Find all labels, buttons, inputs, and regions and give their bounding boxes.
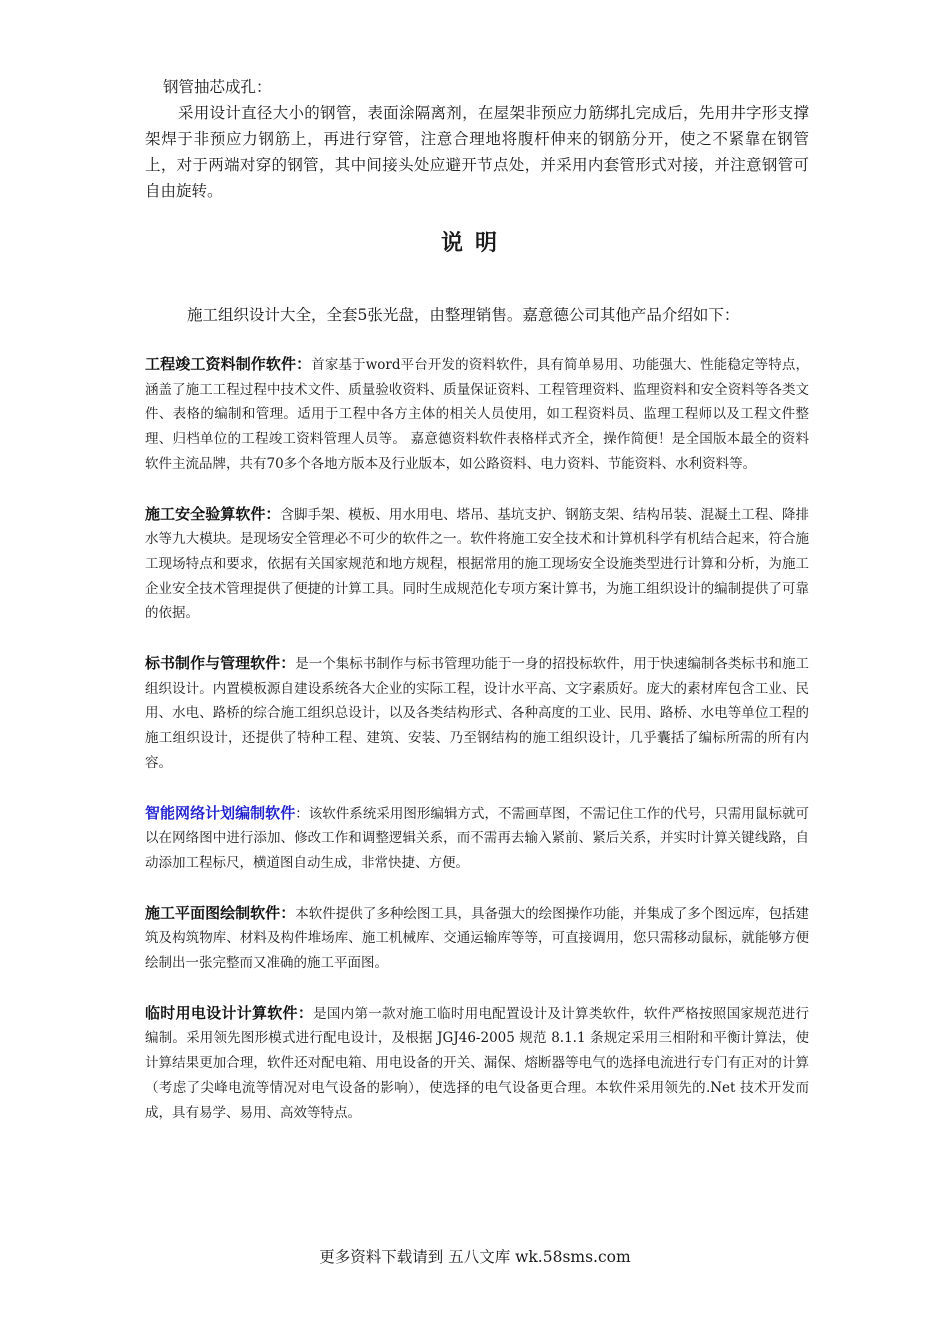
lead-paragraph: 施工组织设计大全，全套5张光盘，由整理销售。嘉意德公司其他产品介绍如下： bbox=[187, 306, 740, 324]
product-description: 本软件提供了多种绘图工具，具备强大的绘图操作功能，并集成了多个图远库，包括建筑及构筑物库、材料及构件堆场库、施工机械库、交通运输库等等，可直接调用，您只需移动鼠标，就能够方便绘制出一张完整而又准确的施工平面图。 bbox=[145, 905, 809, 972]
product-description: 是国内第一款对施工临时用电配置设计及计算类软件，软件严格按照国家规范进行编制。采用领先图形模式进行配电设计，及根据 JGJ46-2005 规范 8.1.1 条规定采用三相附和平衡计算法，使计算结果更加合理，软件还对配电箱、用电设备的开关、漏保、熔断器等电气的选择电流进行专门有正对的计算（考虑了尖峰电流等情况对电气设备的影响），使选择的电气设备更合理。本软件采用领先的.Net 技术开发而成，具有易学、易用、高效等特点。 bbox=[145, 1005, 809, 1121]
product-entry bbox=[145, 801, 809, 876]
product-description: 首家基于word平台开发的资料软件，具有简单易用、功能强大、性能稳定等特点，涵盖了施工工程过程中技术文件、质量验收资料、质量保证资料、工程管理资料、监理资料和安全资料等各类文件、表格的编制和管理。适用于工程中各方主体的相关人员使用，如工程资料员、监理工程师以及工程文件整理、归档单位的工程竣工资料管理人员等。 嘉意德资料软件表格样式齐全，操作简便！是全国版本最全的资料软件主流品牌，共有70多个各地方版本及行业版本，如公路资料、电力资料、节能资料、水利资料等。 bbox=[145, 357, 809, 472]
intro-paragraph: 采用设计直径大小的钢管，表面涂隔离剂，在屋架非预应力筋绑扎完成后，先用井字形支撑架焊于非预应力钢筋上，再进行穿管，注意合理地将腹杆伸来的钢筋分开，使之不紧靠在钢管上，对于两端对穿的钢管，其中间接头处应避开节点处，并采用内套管形式对接，并注意钢管可自由旋转。 bbox=[145, 104, 809, 200]
product-entry bbox=[145, 502, 809, 627]
product-name: 工程竣工资料制作软件： bbox=[145, 355, 312, 373]
product-entry bbox=[145, 1001, 809, 1126]
product-description: 含脚手架、模板、用水用电、塔吊、基坑支护、钢筋支架、结构吊装、混凝土工程、降排水等九大模块。是现场安全管理必不可少的软件之一。软件将施工安全技术和计算机科学有机结合起来，符合施工现场特点和要求，依据有关国家规范和地方规程，根据常用的施工现场安全设施类型进行计算和分析，为施工企业安全技术管理提供了便捷的计算工具。同时生成规范化专项方案计算书，为施工组织设计的编制提供了可靠的依据。 bbox=[145, 506, 809, 622]
product-entry bbox=[145, 651, 809, 776]
product-name: 临时用电设计计算软件： bbox=[145, 1003, 314, 1022]
product-description: ：该软件系统采用图形编辑方式，不需画草图，不需记住工作的代号，只需用鼠标就可以在网络图中进行添加、修改工作和调整逻辑关系，而不需再去输入紧前、紧后关系，并实时计算关键线路，自动添加工程标尺，横道图自动生成，非常快捷、方便。 bbox=[145, 805, 809, 871]
product-description: 是一个集标书制作与标书管理功能于一身的招投标软件，用于快速编制各类标书和施工组织设计。内置模板源自建设系统各大企业的实际工程，设计水平高、文字素质好。庞大的素材库包含工业、民用、水电、路桥的综合施工组织总设计，以及各类结构形式、各种高度的工业、民用、路桥、水电等单位工程的施工组织设计，还提供了特种工程、建筑、安装、乃至钢结构的施工组织设计，几乎囊括了编标所需的所有内容。 bbox=[145, 656, 809, 771]
product-entry bbox=[145, 352, 809, 477]
product-name: 施工平面图绘制软件： bbox=[145, 903, 296, 922]
product-name: 标书制作与管理软件： bbox=[145, 654, 296, 673]
product-entry bbox=[145, 901, 809, 976]
product-list bbox=[145, 352, 809, 1150]
product-name: 施工安全验算软件： bbox=[145, 504, 281, 523]
page-footer: 更多资料下载请到 五八文库 wk.58sms.com bbox=[319, 1248, 631, 1266]
intro-section bbox=[145, 74, 809, 204]
intro-label: 钢管抽芯成孔： bbox=[163, 78, 272, 96]
section-heading: 说明 bbox=[440, 230, 509, 256]
product-name-highlighted: 智能网络计划编制软件 bbox=[145, 803, 296, 822]
